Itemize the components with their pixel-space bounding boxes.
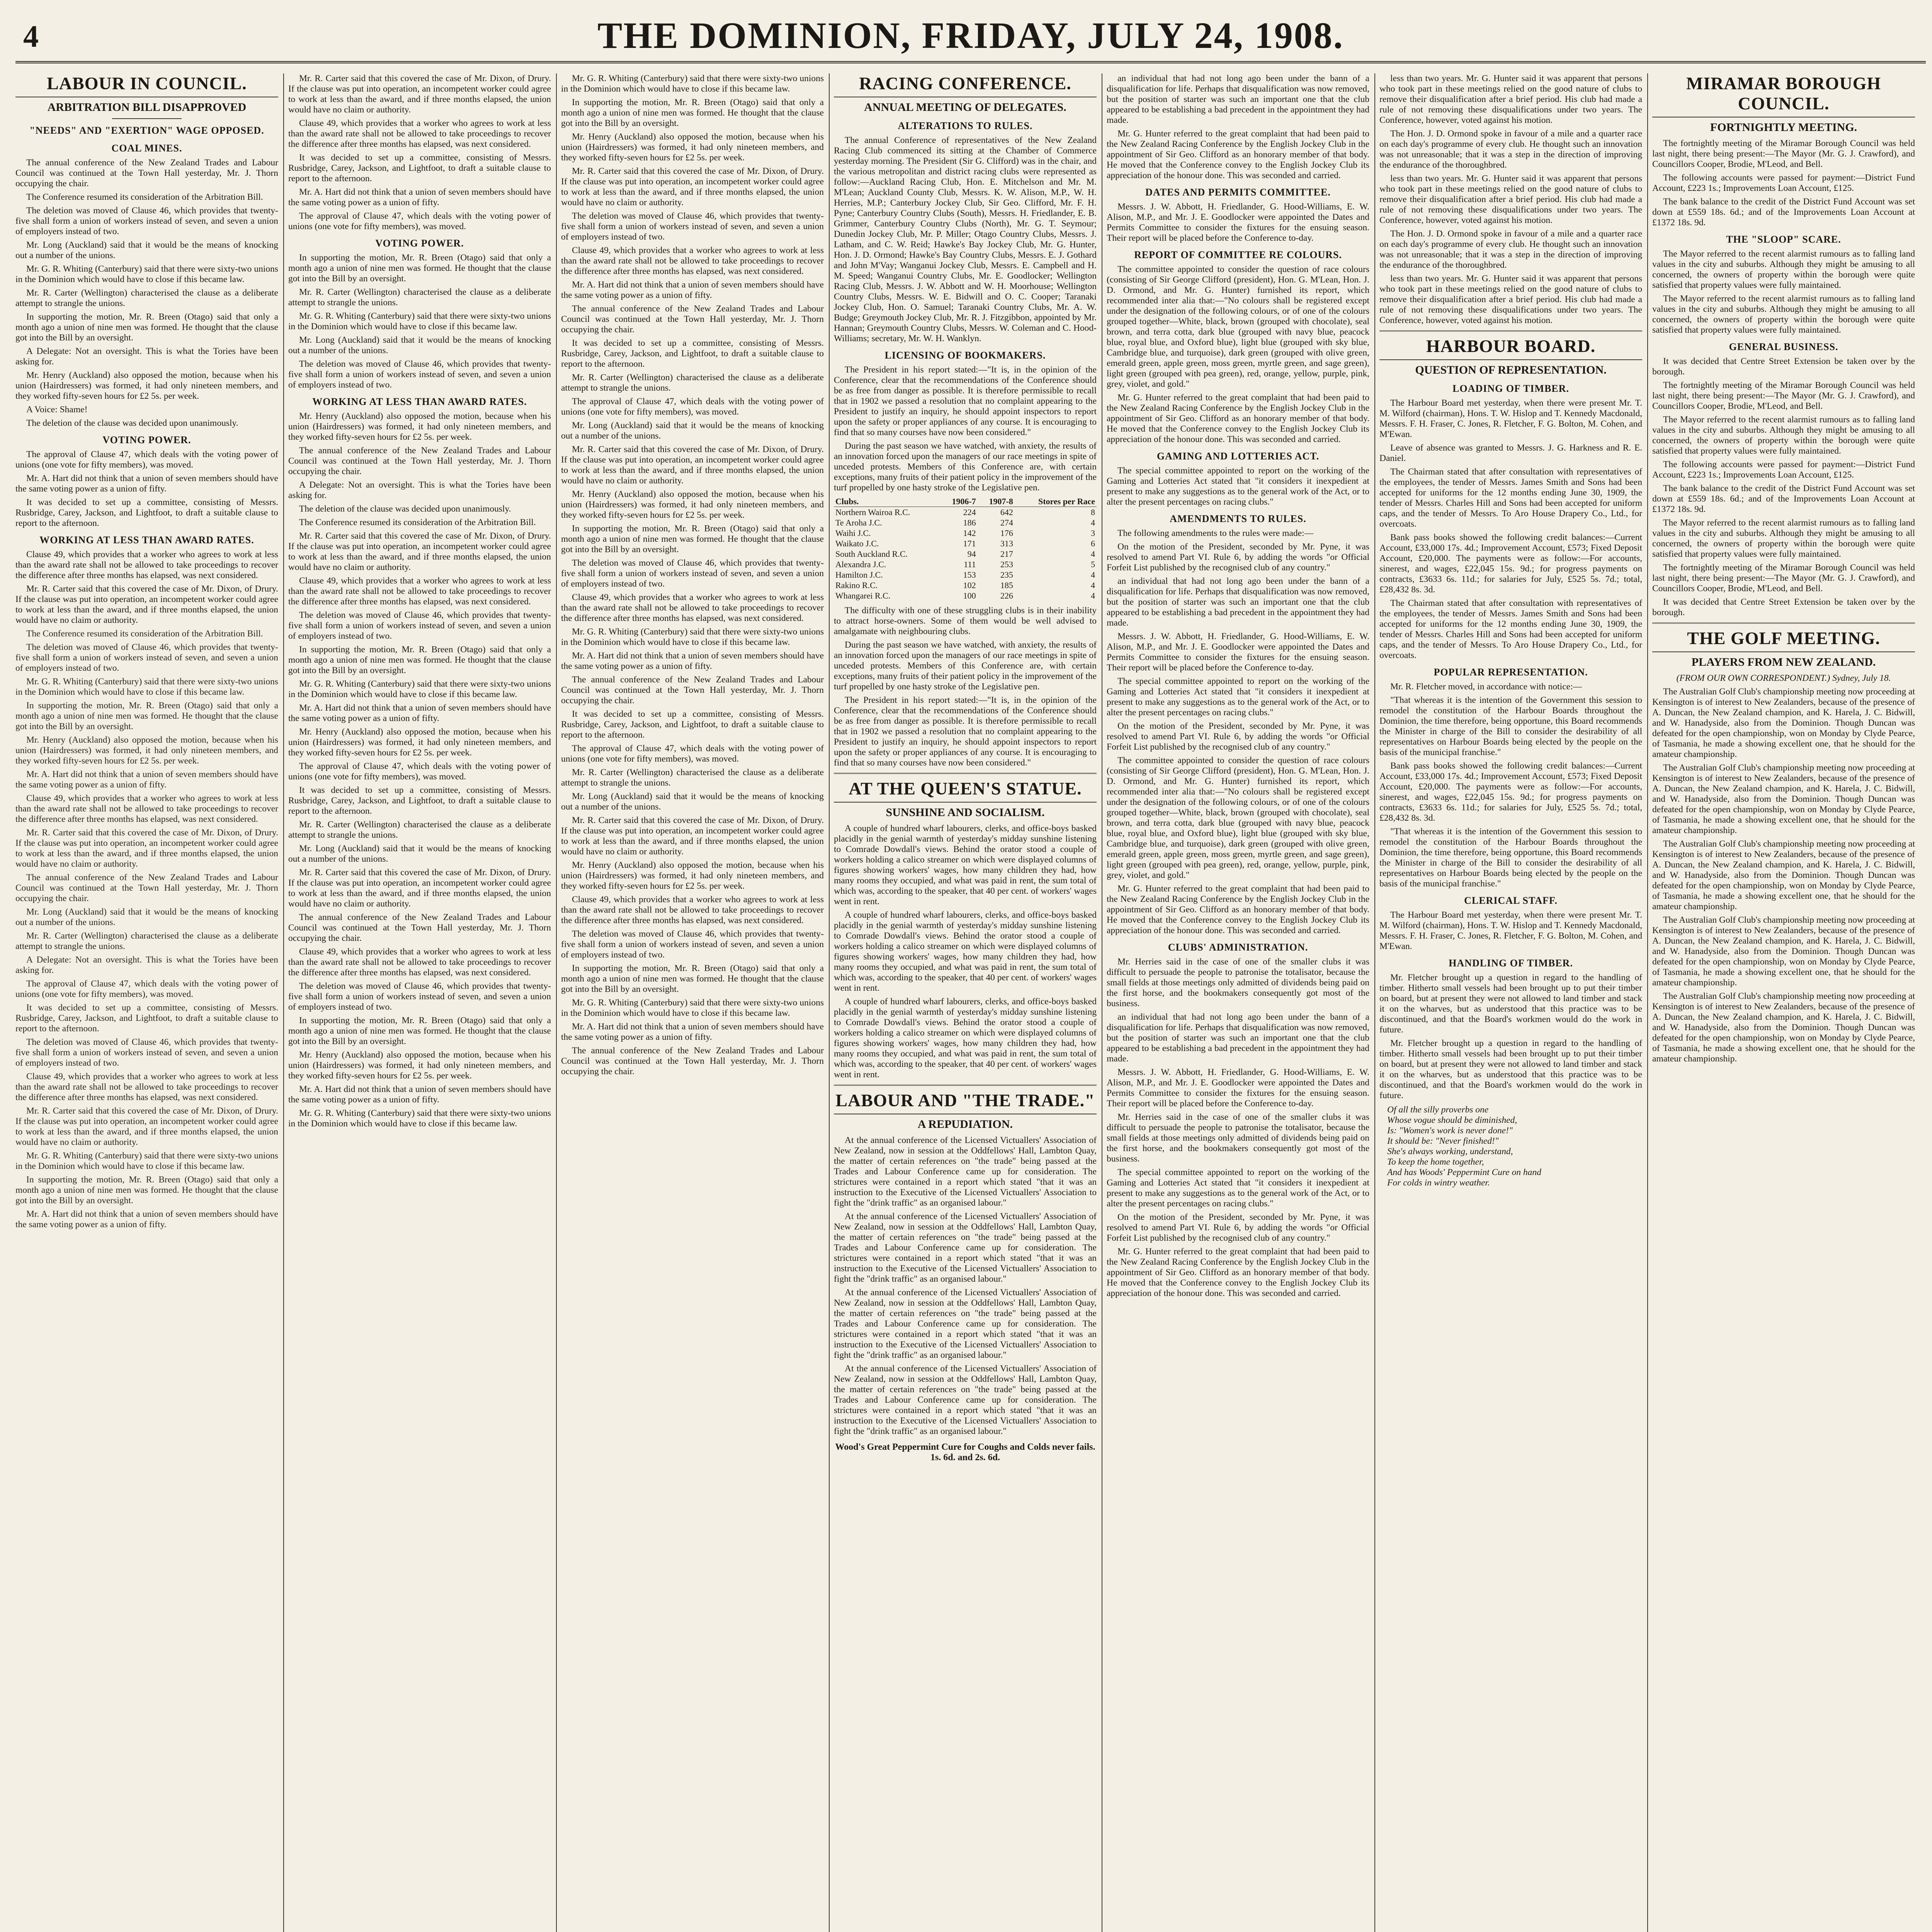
paragraph: The deletion was moved of Clause 46, which provides that twenty-five shall form a union of workers instead of seven, and seven a union of employers instead of two. (15, 206, 278, 236)
paragraph: It was decided to set up a committee, consisting of Messrs. Rusbridge, Carey, Jackson, and Lightfoot, to draft a suitable clause to report to the afternoon. (288, 153, 551, 184)
paragraph: On the motion of the President, seconded by Mr. Pyne, it was resolved to amend Part VI. Rule 6, by adding the words "or Official Forfeit List published by the recognised club of any country." (1107, 1212, 1369, 1243)
masthead-rule (15, 61, 1926, 63)
paragraph: It was decided to set up a committee, consisting of Messrs. Rusbridge, Carey, Jackson, and Lightfoot, to draft a suitable clause to report to the afternoon. (288, 785, 551, 816)
paragraph: The Australian Golf Club's championship meeting now proceeding at Kensington is of interest to New Zealanders, because of the presence of A. Duncan, the New Zealand champion, and K. Harela, J. C. Bidwill, and W. Hanadyside, also from the Dominion. Though Duncan was defeated for the open championship, won on Monday by Clyde Pearce, of Tasmania, he made a showing excellent one, that he should for the amateur championship. (1652, 687, 1915, 759)
paragraph: On the motion of the President, seconded by Mr. Pyne, it was resolved to amend Part VI. Rule 6, by adding the words "or Official Forfeit List published by the recognised club of any country." (1107, 542, 1369, 573)
table-row (834, 570, 1097, 580)
paragraph: Mr. G. R. Whiting (Canterbury) said that there were sixty-two unions in the Dominion which would have to close if this became law. (288, 679, 551, 699)
table-cell: 102 (963, 580, 976, 590)
table-cell: Alexandra J.C. (835, 560, 886, 569)
paragraph: Mr. A. Hart did not think that a union of seven members should have the same voting power as a union of fifty. (561, 1022, 824, 1042)
paragraph: The approval of Clause 47, which deals with the voting power of unions (one vote for fifty members), was moved. (15, 449, 278, 470)
advertisement: Wood's Great Peppermint Cure for Coughs and Colds never fails. 1s. 6d. and 2s. 6d. (835, 1442, 1095, 1463)
article-subheadline: SUNSHINE AND SOCIALISM. (886, 806, 1045, 819)
paragraph: In supporting the motion, Mr. R. Breen (Otago) said that only a month ago a union of nine men was formed. He thought that the clause got into the Bill by an oversight. (15, 1175, 278, 1206)
paragraph: The deletion was moved of Clause 46, which provides that twenty-five shall form a union of workers instead of seven, and seven a union of employers instead of two. (15, 1037, 278, 1068)
section-heading: LOADING OF TIMBER. (1452, 383, 1569, 394)
table-cell: 274 (1000, 518, 1013, 527)
paragraph: Mr. R. Carter (Wellington) characterised the clause as a deliberate attempt to strangle the unions. (561, 372, 824, 393)
paragraph: The deletion was moved of Clause 46, which provides that twenty-five shall form a union of workers instead of seven, and seven a union of employers instead of two. (288, 981, 551, 1012)
column-4 (834, 73, 1097, 1932)
table-header: Stores per Race (1015, 496, 1097, 507)
paragraph: The President in his report stated:—"It is, in the opinion of the Conference, clear that the recommendations of the Conference should be as free from danger as possible. It is therefore permissible to recall that in 1902 we passed a resolution that no complaint appearing to the President to justify an inquiry, he should appoint inspectors to report upon the safety or proper appliances of any course. It is encouraging to find that so many courses have now been considered." (834, 695, 1097, 768)
article-headline: LABOUR IN COUNCIL. (15, 73, 278, 97)
paragraph: The special committee appointed to report on the working of the Gaming and Lotteries Act stated that "it considers it inexpedient at present to make any suggestions as to the general work of the Act, or to alter the present percentages on racing clubs." (1107, 466, 1369, 507)
section-heading: WORKING AT LESS THAN AWARD RATES. (39, 534, 254, 546)
paragraph: Mr. R. Carter said that this covered the case of Mr. Dixon, of Drury. If the clause was put into operation, an incompetent worker could agree to work at less than the award, and if three months elapsed, the union would have no claim or authority. (561, 166, 824, 207)
paragraph: The Australian Golf Club's championship meeting now proceeding at Kensington is of interest to New Zealanders, because of the presence of A. Duncan, the New Zealand champion, and K. Harela, J. C. Bidwill, and W. Hanadyside, also from the Dominion. Though Duncan was defeated for the open championship, won on Monday by Clyde Pearce, of Tasmania, he made a showing excellent one, that he should for the amateur championship. (1652, 839, 1915, 912)
paragraph: Clause 49, which provides that a worker who agrees to work at less than the award rate shall not be allowed to take proceedings to recover the difference after three months has elapsed, was next considered. (561, 245, 824, 276)
paragraph: Mr. Long (Auckland) said that it would be the means of knocking out a number of the unions. (15, 240, 278, 260)
paragraph: Mr. Long (Auckland) said that it would be the means of knocking out a number of the unions. (288, 335, 551, 355)
paragraph: The Mayor referred to the recent alarmist rumours as to falling land values in the city and suburbs. Although they might be amusing to all concerned, the owners of property within the borough were quite satisfied that property values were fully maintained. (1652, 249, 1915, 290)
table-cell: 4 (1091, 518, 1095, 527)
paragraph: an individual that had not long ago been under the bann of a disqualification for life. Perhaps that disqualification was now removed, but the position of starter was such an important one that the club appeared to be establishing a bad precedent in the appointment they had made. (1107, 576, 1369, 628)
paragraph: At the annual conference of the Licensed Victuallers' Association of New Zealand, now in session at the Oddfellows' Hall, Lambton Quay, the matter of certain references on "the trade" being passed at the Trades and Labour Conference came up for consideration. The strictures were contained in a report which stated "that it was an instruction to the Executive of the Licensed Victuallers' Association to fight the "drink traffic" as an organised labour." (834, 1135, 1097, 1208)
paragraph: The deletion was moved of Clause 46, which provides that twenty-five shall form a union of workers instead of seven, and seven a union of employers instead of two. (561, 211, 824, 242)
table-row (834, 517, 1097, 528)
column-5 (1107, 73, 1369, 1932)
article-subheadline: QUESTION OF REPRESENTATION. (1415, 364, 1607, 376)
paragraph: The following amendments to the rules were made:— (1117, 528, 1314, 538)
paragraph: The Chairman stated that after consultation with representatives of the employees, the tender of Messrs. James Smith and Sons had been accepted for uniforms for the 12 months ending June 30, 1909, the tender of Messrs. Charles Hill and Sons had been accepted for uniform caps, and the tender of Messrs. To Aro House Drapery Co., Ltd., for overcoats. (1379, 467, 1642, 529)
table-cell: 253 (1000, 560, 1013, 569)
table-cell: 176 (1000, 528, 1013, 538)
paragraph: The annual conference of the New Zealand Trades and Labour Council was continued at the Town Hall yesterday, Mr. J. Thorn occupying the chair. (561, 1046, 824, 1077)
paragraph: Mr. Long (Auckland) said that it would be the means of knocking out a number of the unions. (561, 420, 824, 441)
paragraph: The special committee appointed to report on the working of the Gaming and Lotteries Act stated that "it considers it inexpedient at present to make any suggestions as to the general work of the Act, or to alter the present percentages on racing clubs." (1107, 1167, 1369, 1209)
section-heading: COAL MINES. (111, 143, 182, 154)
paragraph: Mr. A. Hart did not think that a union of seven members should have the same voting power as a union of fifty. (15, 1209, 278, 1230)
table-cell: 224 (963, 507, 976, 517)
section-heading: POPULAR REPRESENTATION. (1434, 667, 1588, 678)
paragraph: It was decided to set up a committee, consisting of Messrs. Rusbridge, Carey, Jackson, and Lightfoot, to draft a suitable clause to report to the afternoon. (15, 1003, 278, 1034)
paragraph: The deletion of the clause was decided upon unanimously. (26, 418, 238, 428)
paragraph: The Mayor referred to the recent alarmist rumours as to falling land values in the city and suburbs. Although they might be amusing to all concerned, the owners of property within the borough were quite satisfied that property values were fully maintained. (1652, 415, 1915, 456)
table-cell: Rakino R.C. (835, 580, 878, 590)
paragraph: The approval of Clause 47, which deals with the voting power of unions (one vote for fifty members), was moved. (15, 979, 278, 999)
paragraph: In supporting the motion, Mr. R. Breen (Otago) said that only a month ago a union of nine men was formed. He thought that the clause got into the Bill by an oversight. (288, 253, 551, 284)
paragraph: In supporting the motion, Mr. R. Breen (Otago) said that only a month ago a union of nine men was formed. He thought that the clause got into the Bill by an oversight. (561, 963, 824, 994)
paragraph: The deletion of the clause was decided upon unanimously. (299, 504, 511, 514)
paragraph: A couple of hundred wharf labourers, clerks, and office-boys basked placidly in the genial warmth of yesterday's midday sunshine listening to Comrade Dowdall's views. Behind the orator stood a couple of workers holding a calico streamer on which were displayed columns of figures showing workers' wages, how many children they had, how many rooms they occupied, and what was paid in rent, the sum total of which was, according to the speaker, that 40 per cent. of workers' wages went in rent. (834, 823, 1097, 906)
paragraph: It was decided to set up a committee, consisting of Messrs. Rusbridge, Carey, Jackson, and Lightfoot, to draft a suitable clause to report to the afternoon. (561, 338, 824, 369)
section-heading: DATES AND PERMITS COMMITTEE. (1145, 187, 1331, 198)
paragraph: Mr. R. Carter (Wellington) characterised the clause as a deliberate attempt to strangle the unions. (15, 288, 278, 308)
table-row (834, 559, 1097, 570)
paragraph: The approval of Clause 47, which deals with the voting power of unions (one vote for fifty members), was moved. (561, 396, 824, 417)
column-rule (1374, 73, 1375, 1932)
paragraph: an individual that had not long ago been under the bann of a disqualification for life. Perhaps that disqualification was now removed, but the position of starter was such an important one that the club appeared to be establishing a bad precedent in the appointment they had made. (1107, 1012, 1369, 1064)
paragraph: The deletion was moved of Clause 46, which provides that twenty-five shall form a union of workers instead of seven, and seven a union of employers instead of two. (288, 359, 551, 390)
poem-line: For colds in wintry weather. (1387, 1178, 1490, 1188)
paragraph: The Australian Golf Club's championship meeting now proceeding at Kensington is of interest to New Zealanders, because of the presence of A. Duncan, the New Zealand champion, and K. Harela, J. C. Bidwill, and W. Hanadyside, also from the Dominion. Though Duncan was defeated for the open championship, won on Monday by Clyde Pearce, of Tasmania, he made a showing excellent one, that he should for the amateur championship. (1652, 763, 1915, 835)
paragraph: Mr. Long (Auckland) said that it would be the means of knocking out a number of the unions. (15, 907, 278, 927)
paragraph: The deletion was moved of Clause 46, which provides that twenty-five shall form a union of workers instead of seven, and seven a union of employers instead of two. (561, 929, 824, 960)
paragraph: Mr. Fletcher brought up a question in regard to the handling of timber. Hitherto small vessels had been brought up to put their timber on board, but at present they were not allowed to land timber and stack it on the wharves, but as understood that this practice was to be discontinued, and that the Board's workmen would do the work in future. (1379, 973, 1642, 1035)
section-heading: "NEEDS" AND "EXERTION" WAGE OPPOSED. (29, 125, 264, 136)
page-number: 4 (23, 20, 39, 54)
paragraph: Mr. G. R. Whiting (Canterbury) said that there were sixty-two unions in the Dominion which would have to close if this became law. (561, 998, 824, 1018)
paragraph: Messrs. J. W. Abbott, H. Friedlander, G. Hood-Williams, E. W. Alison, M.P., and Mr. J. E. Goodlocker were appointed the Dates and Permits Committee to consider the fixtures for the ensuing season. Their report will be placed before the Conference to-day. (1107, 1067, 1369, 1109)
paragraph: At the annual conference of the Licensed Victuallers' Association of New Zealand, now in session at the Oddfellows' Hall, Lambton Quay, the matter of certain references on "the trade" being passed at the Trades and Labour Conference came up for consideration. The strictures were contained in a report which stated "that it was an instruction to the Executive of the Licensed Victuallers' Association to fight the "drink traffic" as an organised labour." (834, 1287, 1097, 1360)
paragraph: Mr. Henry (Auckland) also opposed the motion, because when his union (Hairdressers) was formed, it had only nineteen members, and they worked fifty-seven hours for £2 5s. per week. (561, 860, 824, 891)
paragraph: "That whereas it is the intention of the Government this session to remodel the constitution of the Harbour Boards throughout the Dominion, the time therefore, being opportune, this Board recommends the Minister in charge of the Bill to consider the desirability of all representatives on Harbour Boards being elected by the people on the basis of the municipal franchise." (1379, 695, 1642, 757)
divider (834, 773, 1097, 774)
paragraph: The annual conference of the New Zealand Trades and Labour Council was continued at the Town Hall yesterday, Mr. J. Thorn occupying the chair. (561, 675, 824, 706)
table-cell: 642 (1000, 507, 1013, 517)
paragraph: The fortnightly meeting of the Miramar Borough Council was held last night, there being present:—The Mayor (Mr. G. J. Crawford), and Councillors Cooper, Brodie, M'Leod, and Bell. (1652, 563, 1915, 594)
section-heading: REPORT OF COMMITTEE RE COLOURS. (1134, 249, 1342, 260)
article-subheadline: PLAYERS FROM NEW ZEALAND. (1691, 656, 1876, 668)
paragraph: The committee appointed to consider the question of race colours (consisting of Sir George Clifford (president), Hon. G. M'Lean, Hon. J. D. Ormond, and Mr. G. Hunter) furnished its report, which recommended inter alia that:—"No colours shall be registered except under the designation of the following colours, or of one of the colours grouped together—White, black, brown (grouped with chocolate), seal brown, and terra cotta, dark blue (grouped with navy blue, peacock blue, royal blue, and Oxford blue), light blue (grouped with sky blue, Cambridge blue, and turquoise), dark green (grouped with olive green, emerald green, apple green, moss green, myrtle green, and sage green), light green (grouped with pea green), red, orange, yellow, purple, pink, grey, violet, and gold." (1107, 264, 1369, 389)
article-headline: HARBOUR BOARD. (1379, 336, 1642, 360)
table-cell: 313 (1000, 539, 1013, 548)
poem-line: It should be: "Never finished!" (1387, 1136, 1499, 1146)
table-cell: Hamilton J.C. (835, 570, 883, 580)
paragraph: Mr. G. R. Whiting (Canterbury) said that there were sixty-two unions in the Dominion which would have to close if this became law. (288, 1108, 551, 1129)
paragraph: less than two years. Mr. G. Hunter said it was apparent that persons who took part in these meetings relied on the good nature of clubs to remove their disqualification after a brief period. His club had made a rule of not removing these disqualifications under two years. The Conference, however, voted against his motion. (1379, 73, 1642, 125)
paragraph: Mr. G. R. Whiting (Canterbury) said that there were sixty-two unions in the Dominion which would have to close if this became law. (15, 677, 278, 697)
paragraph: The Conference resumed its consideration of the Arbitration Bill. (26, 629, 263, 639)
table-row (834, 549, 1097, 559)
paragraph: A couple of hundred wharf labourers, clerks, and office-boys basked placidly in the genial warmth of yesterday's midday sunshine listening to Comrade Dowdall's views. Behind the orator stood a couple of workers holding a calico streamer on which were displayed columns of figures showing workers' wages, how many children they had, how many rooms they occupied, and what was paid in rent, the sum total of which was, according to the speaker, that 40 per cent. of workers' wages went in rent. (834, 997, 1097, 1080)
paragraph: Mr. A. Hart did not think that a union of seven members should have the same voting power as a union of fifty. (561, 280, 824, 300)
column-rule (283, 73, 284, 1932)
paragraph: The Harbour Board met yesterday, when there were present Mr. T. M. Wilford (chairman), Hons. T. W. Hislop and T. Kennedy Macdonald, Messrs. F. H. Fraser, C. Jones, R. Fletcher, F. G. Bolton, M. Cohen, and M'Ewan. (1379, 398, 1642, 439)
paragraph: Mr. R. Carter said that this covered the case of Mr. Dixon, of Drury. If the clause was put into operation, an incompetent worker could agree to work at less than the award, and if three months elapsed, the union would have no claim or authority. (15, 828, 278, 869)
column-6 (1379, 73, 1642, 1932)
clubs-table (834, 496, 1097, 601)
paragraph: Mr. Henry (Auckland) also opposed the motion, because when his union (Hairdressers) was formed, it had only nineteen members, and they worked fifty-seven hours for £2 5s. per week. (15, 735, 278, 766)
paragraph: Mr. R. Carter said that this covered the case of Mr. Dixon, of Drury. If the clause was put into operation, an incompetent worker could agree to work at less than the award, and if three months elapsed, the union would have no claim or authority. (561, 444, 824, 486)
paragraph: Mr. Herries said in the case of one of the smaller clubs it was difficult to persuade the people to patronise the totalisator, because the small fields at those meetings only admitted of dividends being paid on the first horse, and the bookmakers consequently got most of the business. (1107, 957, 1369, 1009)
paragraph: The approval of Clause 47, which deals with the voting power of unions (one vote for fifty members), was moved. (288, 211, 551, 231)
paragraph: In supporting the motion, Mr. R. Breen (Otago) said that only a month ago a union of nine men was formed. He thought that the clause got into the Bill by an oversight. (561, 97, 824, 128)
table-header-row (834, 496, 1097, 507)
table-cell: Whangarei R.C. (835, 591, 891, 600)
table-cell: Northern Wairoa R.C. (835, 507, 910, 517)
paragraph: Mr. G. R. Whiting (Canterbury) said that there were sixty-two unions in the Dominion which would have to close if this became law. (561, 73, 824, 94)
paragraph: The annual Conference of representatives of the New Zealand Racing Club commenced its sitting at the Chamber of Commerce yesterday morning. The President (Sir G. Clifford) was in the chair, and the various metropolitan and district racing clubs were represented as follow:—Auckland Racing Club, Hon. E. Mitchelson and Mr. M. M'Lean; Auckland County Club, Messrs. K. W. Alison, M.P., W. H. Herries, M.P.; Canterbury Jockey Club, Sir Geo. Clifford, Mr. F. H. Pyne; Canterbury Country Clubs (South), Messrs. H. Friedlander, E. B. Grimmer, Canterbury Country Clubs (North), Mr. G. T. Seymour; Dunedin Jockey Club, Mr. P. Miller; Otago Country Clubs, Messrs. J. Latham, and C. W. Reid; Hawke's Bay Jockey Club, Mr. G. Hunter, Hon. J. D. Ormond; Hawke's Bay Country Clubs, Messrs. E. J. Gothard and John M'Vay; Wanganui Jockey Club, Messrs. E. Campbell and H. M. Speed; Wanganui Country Clubs, Mr. E. Goodlocker; Wellington Racing Club, Messrs. J. W. Abbott and W. H. Moorhouse; Wellington Country Clubs, Messrs. W. E. Bidwill and O. C. Cooper; Taranaki Jockey Club, Hon. O. Samuel; Taranaki Country Clubs, Mr. A. W. Budge; Greymouth Jockey Club, Mr. R. J. Fitzgibbon, appointed by Mr. Hannan; Greymouth Country Clubs, Messrs. W. Coleman and C. Hood-Williams; secretary, Mr. W. H. Wanklyn. (834, 135, 1097, 344)
paragraph: A Delegate: Not an oversight. This is what the Tories have been asking for. (15, 346, 278, 367)
newspaper-title: THE DOMINION, FRIDAY, JULY 24, 1908. (597, 15, 1344, 56)
paragraph: Leave of absence was granted to Messrs. J. G. Harkness and R. E. Daniel. (1379, 443, 1642, 463)
column-rule (1647, 73, 1648, 1932)
paragraph: Mr. R. Carter (Wellington) characterised the clause as a deliberate attempt to strangle the unions. (561, 767, 824, 788)
table-cell: 185 (1000, 580, 1013, 590)
table-row (834, 590, 1097, 601)
paragraph: less than two years. Mr. G. Hunter said it was apparent that persons who took part in these meetings relied on the good nature of clubs to remove their disqualification after a brief period. His club had made a rule of not removing these disqualifications under two years. The Conference, however, voted against his motion. (1379, 274, 1642, 325)
column-7 (1652, 73, 1915, 1932)
paragraph: The deletion was moved of Clause 46, which provides that twenty-five shall form a union of workers instead of seven, and seven a union of employers instead of two. (15, 642, 278, 673)
paragraph: The annual conference of the New Zealand Trades and Labour Council was continued at the Town Hall yesterday, Mr. J. Thorn occupying the chair. (288, 912, 551, 943)
paragraph: In supporting the motion, Mr. R. Breen (Otago) said that only a month ago a union of nine men was formed. He thought that the clause got into the Bill by an oversight. (288, 1015, 551, 1046)
paragraph: Mr. A. Hart did not think that a union of seven members should have the same voting power as a union of fifty. (15, 769, 278, 790)
table-cell: 8 (1091, 507, 1095, 517)
paragraph: The President in his report stated:—"It is, in the opinion of the Conference, clear that the recommendations of the Conference should be as free from danger as possible. It is therefore permissible to recall that in 1902 we passed a resolution that no complaint appearing to the President to justify an inquiry, he should appoint inspectors to report upon the safety or proper appliances of any course. It is encouraging to find that so many courses have now been considered." (834, 365, 1097, 437)
paragraph: Clause 49, which provides that a worker who agrees to work at less than the award rate shall not be allowed to take proceedings to recover the difference after three months has elapsed, was next considered. (288, 947, 551, 978)
section-heading: WORKING AT LESS THAN AWARD RATES. (312, 396, 527, 407)
paragraph: The Conference resumed its consideration of the Arbitration Bill. (26, 192, 263, 202)
poem-line: Whose vogue should be diminished, (1387, 1115, 1517, 1125)
paragraph: Mr. Fletcher brought up a question in regard to the handling of timber. Hitherto small vessels had been brought up to put their timber on board, but at present they were not allowed to land timber and stack it on the wharves, but as understood that this practice was to be discontinued, and that the Board's workmen would do the work in future. (1379, 1038, 1642, 1100)
column-rule (829, 73, 830, 1932)
paragraph: Mr. A. Hart did not think that a union of seven members should have the same voting power as a union of fifty. (288, 187, 551, 207)
paragraph: Mr. G. Hunter referred to the great complaint that had been paid to the New Zealand Racing Conference by the English Jockey Club in the appointment of Sir Geo. Clifford as an honorary member of that body. He moved that the Conference convey to the English Jockey Club its appreciation of the honour done. This was seconded and carried. (1107, 884, 1369, 935)
paragraph: The Conference resumed its consideration of the Arbitration Bill. (299, 517, 536, 527)
paragraph: Mr. A. Hart did not think that a union of seven members should have the same voting power as a union of fifty. (561, 651, 824, 671)
table-row (834, 538, 1097, 549)
paragraph: The Mayor referred to the recent alarmist rumours as to falling land values in the city and suburbs. Although they might be amusing to all concerned, the owners of property within the borough were quite satisfied that property values were fully maintained. (1652, 518, 1915, 559)
article-subheadline: ANNUAL MEETING OF DELEGATES. (864, 101, 1066, 114)
section-heading: LICENSING OF BOOKMAKERS. (884, 350, 1046, 361)
paragraph: Mr. R. Carter (Wellington) characterised the clause as a deliberate attempt to strangle the unions. (288, 287, 551, 308)
paragraph: The Australian Golf Club's championship meeting now proceeding at Kensington is of interest to New Zealanders, because of the presence of A. Duncan, the New Zealand champion, and K. Harela, J. C. Bidwill, and W. Hanadyside, also from the Dominion. Though Duncan was defeated for the open championship, won on Monday by Clyde Pearce, of Tasmania, he made a showing excellent one, that he should for the amateur championship. (1652, 991, 1915, 1064)
article-headline: MIRAMAR BOROUGH COUNCIL. (1652, 73, 1915, 117)
paragraph: Mr. Henry (Auckland) also opposed the motion, because when his union (Hairdressers) was formed, it had only nineteen members, and they worked fifty-seven hours for £2 5s. per week. (561, 489, 824, 520)
paragraph: Mr. Henry (Auckland) also opposed the motion, because when his union (Hairdressers) was formed, it had only nineteen members, and they worked fifty-seven hours for £2 5s. per week. (288, 727, 551, 758)
poem-line: Is: "Women's work is never done!" (1387, 1126, 1513, 1136)
paragraph: The Chairman stated that after consultation with representatives of the employees, the tender of Messrs. James Smith and Sons had been accepted for uniforms for the 12 months ending June 30, 1909, the tender of Messrs. Charles Hill and Sons had been accepted for uniform caps, and the tender of Messrs. To Aro House Drapery Co., Ltd., for overcoats. (1379, 598, 1642, 660)
paragraph: Mr. Henry (Auckland) also opposed the motion, because when his union (Hairdressers) was formed, it had only nineteen members, and they worked fifty-seven hours for £2 5s. per week. (15, 370, 278, 401)
paragraph: A Voice: Shame! (26, 405, 88, 415)
paragraph: Mr. Henry (Auckland) also opposed the motion, because when his union (Hairdressers) was formed, it had only nineteen members, and they worked fifty-seven hours for £2 5s. per week. (288, 1050, 551, 1081)
dateline: (FROM OUR OWN CORRESPONDENT.) Sydney, July 18. (1676, 673, 1891, 683)
section-heading: AMENDMENTS TO RULES. (1170, 513, 1306, 524)
paragraph: Mr. Long (Auckland) said that it would be the means of knocking out a number of the unions. (288, 844, 551, 864)
column-3 (561, 73, 824, 1932)
paragraph: Mr. G. Hunter referred to the great complaint that had been paid to the New Zealand Racing Conference by the English Jockey Club in the appointment of Sir Geo. Clifford as an honorary member of that body. He moved that the Conference convey to the English Jockey Club its appreciation of the honour done. This was seconded and carried. (1107, 1247, 1369, 1298)
table-cell: 4 (1091, 580, 1095, 590)
paragraph: Mr. R. Fletcher moved, in accordance with notice:— (1390, 682, 1582, 692)
table-cell: 153 (963, 570, 976, 580)
column-2 (288, 73, 551, 1932)
paragraph: Clause 49, which provides that a worker who agrees to work at less than the award rate shall not be allowed to take proceedings to recover the difference after three months has elapsed, was next considered. (561, 592, 824, 623)
column-1 (15, 73, 278, 1932)
paragraph: A Delegate: Not an oversight. This is what the Tories have been asking for. (288, 480, 551, 500)
paragraph: Messrs. J. W. Abbott, H. Friedlander, G. Hood-Williams, E. W. Alison, M.P., and Mr. J. E. Goodlocker were appointed the Dates and Permits Committee to consider the fixtures for the ensuing season. Their report will be placed before the Conference to-day. (1107, 202, 1369, 243)
table-cell: 4 (1091, 549, 1095, 559)
paragraph: Clause 49, which provides that a worker who agrees to work at less than the award rate shall not be allowed to take proceedings to recover the difference after three months has elapsed, was next considered. (15, 793, 278, 824)
table-cell: Waikato J.C. (835, 539, 879, 548)
paragraph: The bank balance to the credit of the District Fund Account was set down at £559 18s. 6d.; and of the Improvements Loan Account at £1372 18s. 9d. (1652, 483, 1915, 514)
table-cell: 111 (964, 560, 976, 569)
paragraph: The following accounts were passed for payment:—District Fund Account, £223 1s.; Improvements Loan Account, £125. (1652, 173, 1915, 193)
paragraph: Clause 49, which provides that a worker who agrees to work at less than the award rate shall not be allowed to take proceedings to recover the difference after three months has elapsed, was next considered. (288, 576, 551, 607)
paragraph: Clause 49, which provides that a worker who agrees to work at less than the award rate shall not be allowed to take proceedings to recover the difference after three months has elapsed, was next considered. (15, 1071, 278, 1102)
paragraph: The approval of Clause 47, which deals with the voting power of unions (one vote for fifty members), was moved. (288, 761, 551, 782)
section-heading: VOTING POWER. (375, 238, 464, 249)
paragraph: It was decided to set up a committee, consisting of Messrs. Rusbridge, Carey, Jackson, and Lightfoot, to draft a suitable clause to report to the afternoon. (15, 497, 278, 528)
table-row (834, 507, 1097, 518)
table-cell: South Auckland R.C. (835, 549, 908, 559)
advertisement-poem (1387, 1105, 1634, 1188)
table-cell: 186 (963, 518, 976, 527)
table-cell: 4 (1091, 591, 1095, 600)
newspaper-page (15, 12, 1926, 1932)
paragraph: The Australian Golf Club's championship meeting now proceeding at Kensington is of interest to New Zealanders, because of the presence of A. Duncan, the New Zealand champion, and K. Harela, J. C. Bidwill, and W. Hanadyside, also from the Dominion. Though Duncan was defeated for the open championship, won on Monday by Clyde Pearce, of Tasmania, he made a showing excellent one, that he should for the amateur championship. (1652, 915, 1915, 988)
paragraph: At the annual conference of the Licensed Victuallers' Association of New Zealand, now in session at the Oddfellows' Hall, Lambton Quay, the matter of certain references on "the trade" being passed at the Trades and Labour Conference came up for consideration. The strictures were contained in a report which stated "that it was an instruction to the Executive of the Licensed Victuallers' Association to fight the "drink traffic" as an organised labour." (834, 1364, 1097, 1436)
paragraph: Mr. G. R. Whiting (Canterbury) said that there were sixty-two unions in the Dominion which would have to close if this became law. (288, 311, 551, 332)
paragraph: Mr. Long (Auckland) said that it would be the means of knocking out a number of the unions. (561, 791, 824, 812)
paragraph: Mr. R. Carter said that this covered the case of Mr. Dixon, of Drury. If the clause was put into operation, an incompetent worker could agree to work at less than the award, and if three months elapsed, the union would have no claim or authority. (288, 531, 551, 572)
paragraph: The special committee appointed to report on the working of the Gaming and Lotteries Act stated that "it considers it inexpedient at present to make any suggestions as to the general work of the Act, or to alter the present percentages on racing clubs." (1107, 676, 1369, 718)
paragraph: The annual conference of the New Zealand Trades and Labour Council was continued at the Town Hall yesterday, Mr. J. Thorn occupying the chair. (15, 158, 278, 189)
paragraph: Mr. G. R. Whiting (Canterbury) said that there were sixty-two unions in the Dominion which would have to close if this became law. (561, 627, 824, 647)
paragraph: Mr. R. Carter (Wellington) characterised the clause as a deliberate attempt to strangle the unions. (288, 820, 551, 840)
poem-line: Of all the silly proverbs one (1387, 1105, 1489, 1115)
section-heading: CLERICAL STAFF. (1464, 895, 1558, 906)
paragraph: It was decided to set up a committee, consisting of Messrs. Rusbridge, Carey, Jackson, and Lightfoot, to draft a suitable clause to report to the afternoon. (561, 709, 824, 740)
paragraph: Mr. R. Carter said that this covered the case of Mr. Dixon, of Drury. If the clause was put into operation, an incompetent worker could agree to work at less than the award, and if three months elapsed, the union would have no claim or authority. (15, 1106, 278, 1147)
table-cell: 6 (1091, 539, 1095, 548)
paragraph: Mr. R. Carter said that this covered the case of Mr. Dixon, of Drury. If the clause was put into operation, an incompetent worker could agree to work at less than the award, and if three months elapsed, the union would have no claim or authority. (15, 584, 278, 625)
paragraph: Mr. G. R. Whiting (Canterbury) said that there were sixty-two unions in the Dominion which would have to close if this became law. (15, 264, 278, 284)
paragraph: The following accounts were passed for payment:—District Fund Account, £223 1s.; Improvements Loan Account, £125. (1652, 459, 1915, 480)
table-cell: Te Aroha J.C. (835, 518, 882, 527)
paragraph: In supporting the motion, Mr. R. Breen (Otago) said that only a month ago a union of nine men was formed. He thought that the clause got into the Bill by an oversight. (288, 645, 551, 675)
paragraph: Mr. R. Carter said that this covered the case of Mr. Dixon, of Drury. If the clause was put into operation, an incompetent worker could agree to work at less than the award, and if three months elapsed, the union would have no claim or authority. (288, 867, 551, 909)
divider (1379, 330, 1642, 332)
divider (1652, 622, 1915, 624)
paragraph: Clause 49, which provides that a worker who agrees to work at less than the award rate shall not be allowed to take proceedings to recover the difference after three months has elapsed, was next considered. (15, 549, 278, 580)
paragraph: Clause 49, which provides that a worker who agrees to work at less than the award rate shall not be allowed to take proceedings to recover the difference after three months has elapsed, was next considered. (288, 118, 551, 149)
paragraph: In supporting the motion, Mr. R. Breen (Otago) said that only a month ago a union of nine men was formed. He thought that the clause got into the Bill by an oversight. (561, 524, 824, 554)
paragraph: The Hon. J. D. Ormond spoke in favour of a mile and a quarter race on each day's programme of every club. He thought such an innovation was not unreasonable; that it was a step in the direction of improving the endurance of the thoroughbred. (1379, 229, 1642, 270)
section-heading: GAMING AND LOTTERIES ACT. (1156, 451, 1320, 462)
table-cell: Waihi J.C. (835, 528, 871, 538)
article-subheadline: A REPUDIATION. (917, 1118, 1013, 1131)
section-heading: HANDLING OF TIMBER. (1449, 957, 1573, 969)
paragraph: Mr. Henry (Auckland) also opposed the motion, because when his union (Hairdressers) was formed, it had only nineteen members, and they worked fifty-seven hours for £2 5s. per week. (561, 132, 824, 163)
divider (834, 1085, 1097, 1086)
section-heading: VOTING POWER. (102, 434, 191, 446)
paragraph: The deletion was moved of Clause 46, which provides that twenty-five shall form a union of workers instead of seven, and seven a union of employers instead of two. (561, 558, 824, 589)
paragraph: The bank balance to the credit of the District Fund Account was set down at £559 18s. 6d.; and of the Improvements Loan Account at £1372 18s. 9d. (1652, 197, 1915, 228)
table-cell: 3 (1091, 528, 1095, 538)
table-cell: 142 (963, 528, 976, 538)
paragraph: The Mayor referred to the recent alarmist rumours as to falling land values in the city and suburbs. Although they might be amusing to all concerned, the owners of property within the borough were quite satisfied that property values were fully maintained. (1652, 294, 1915, 335)
table-header: 1906-7 (940, 496, 977, 507)
paragraph: The approval of Clause 47, which deals with the voting power of unions (one vote for fifty members), was moved. (561, 743, 824, 764)
article-headline: AT THE QUEEN'S STATUE. (834, 779, 1097, 803)
article-headline: THE GOLF MEETING. (1652, 628, 1915, 652)
section-heading: CLUBS' ADMINISTRATION. (1168, 942, 1308, 953)
table-cell: 4 (1091, 570, 1095, 580)
paragraph: Mr. G. R. Whiting (Canterbury) said that there were sixty-two unions in the Dominion which would have to close if this became law. (15, 1151, 278, 1171)
paragraph: A Delegate: Not an oversight. This is what the Tories have been asking for. (15, 955, 278, 975)
article-headline: LABOUR AND "THE TRADE." (834, 1090, 1097, 1114)
table-cell: 217 (1000, 549, 1013, 559)
divider (112, 118, 182, 119)
table-row (834, 580, 1097, 590)
paragraph: Clause 49, which provides that a worker who agrees to work at less than the award rate shall not be allowed to take proceedings to recover the difference after three months has elapsed, was next considered. (561, 895, 824, 925)
table-header: 1907-8 (978, 496, 1015, 507)
paragraph: Mr. Herries said in the case of one of the smaller clubs it was difficult to persuade the people to patronise the totalisator, because the small fields at those meetings only admitted of dividends being paid on the first horse, and the bookmakers consequently got most of the business. (1107, 1112, 1369, 1164)
article-subheadline: ARBITRATION BILL DISAPPROVED (47, 101, 247, 114)
paragraph: During the past season we have watched, with anxiety, the results of an innovation forced upon the managers of our race meetings in spite of unceded protests. Members of this Conference are, with certain exceptions, many fruits of their patient policy in the improvement of the turf propelled by one hasty stroke of the Legislative pen. (834, 640, 1097, 692)
paragraph: Mr. R. Carter said that this covered the case of Mr. Dixon, of Drury. If the clause was put into operation, an incompetent worker could agree to work at less than the award, and if three months elapsed, the union would have no claim or authority. (288, 73, 551, 115)
section-heading: THE "SLOOP" SCARE. (1726, 234, 1841, 245)
paragraph: an individual that had not long ago been under the bann of a disqualification for life. Perhaps that disqualification was now removed, but the position of starter was such an important one that the club appeared to be establishing a bad precedent in the appointment they had made. (1107, 73, 1369, 125)
paragraph: less than two years. Mr. G. Hunter said it was apparent that persons who took part in these meetings relied on the good nature of clubs to remove their disqualification after a brief period. His club had made a rule of not removing these disqualifications under two years. The Conference, however, voted against his motion. (1379, 173, 1642, 225)
poem-line: To keep the home together, (1387, 1157, 1484, 1167)
column-rule (556, 73, 557, 1932)
paragraph: The annual conference of the New Zealand Trades and Labour Council was continued at the Town Hall yesterday, Mr. J. Thorn occupying the chair. (288, 446, 551, 476)
paragraph: The annual conference of the New Zealand Trades and Labour Council was continued at the Town Hall yesterday, Mr. J. Thorn occupying the chair. (561, 304, 824, 335)
paragraph: Mr. A. Hart did not think that a union of seven members should have the same voting power as a union of fifty. (288, 703, 551, 723)
paragraph: The Harbour Board met yesterday, when there were present Mr. T. M. Wilford (chairman), Hons. T. W. Hislop and T. Kennedy Macdonald, Messrs. F. H. Fraser, C. Jones, R. Fletcher, F. G. Bolton, M. Cohen, and M'Ewan. (1379, 910, 1642, 951)
section-heading: ALTERATIONS TO RULES. (898, 120, 1033, 131)
paragraph: It was decided that Centre Street Extension be taken over by the borough. (1652, 597, 1915, 617)
table-cell: 100 (963, 591, 976, 600)
paragraph: In supporting the motion, Mr. R. Breen (Otago) said that only a month ago a union of nine men was formed. He thought that the clause got into the Bill by an oversight. (15, 701, 278, 731)
paragraph: Mr. A. Hart did not think that a union of seven members should have the same voting power as a union of fifty. (15, 473, 278, 494)
paragraph: The difficulty with one of these struggling clubs is in their inability to attract horse-owners. Some of them would be well advised to amalgamate with neighbouring clubs. (834, 605, 1097, 636)
table-cell: 235 (1000, 570, 1013, 580)
table-row (834, 528, 1097, 538)
masthead (15, 12, 1926, 62)
poem-line: She's always working, understand, (1387, 1146, 1513, 1156)
paragraph: The Hon. J. D. Ormond spoke in favour of a mile and a quarter race on each day's programme of every club. He thought such an innovation was not unreasonable; that it was a step in the direction of improving the endurance of the thoroughbred. (1379, 129, 1642, 170)
table-cell: 94 (967, 549, 976, 559)
table-cell: 171 (963, 539, 976, 548)
paragraph: Bank pass books showed the following credit balances:—Current Account, £33,000 17s. 4d.; Improvement Account, £573; Fixed Deposit Account, £20,000. The payments were as follow:—For accounts, sinerest, and wages, £22,045 15s. 9d.; for progress payments on contracts, £3633 6s. 11d.; for salaries for July, £525 5s. 7d.; total, £28,432 8s. 3d. (1379, 532, 1642, 595)
paragraph: "That whereas it is the intention of the Government this session to remodel the constitution of the Harbour Boards throughout the Dominion, the time therefore, being opportune, this Board recommends the Minister in charge of the Bill to consider the desirability of all representatives on Harbour Boards being elected by the people on the basis of the municipal franchise." (1379, 827, 1642, 889)
paragraph: Mr. Henry (Auckland) also opposed the motion, because when his union (Hairdressers) was formed, it had only nineteen members, and they worked fifty-seven hours for £2 5s. per week. (288, 411, 551, 442)
paragraph: Bank pass books showed the following credit balances:—Current Account, £33,000 17s. 4d.; Improvement Account, £573; Fixed Deposit Account, £20,000. The payments were as follow:—For accounts, sinerest, and wages, £22,045 15s. 9d.; for progress payments on contracts, £3633 6s. 11d.; for salaries for July, £525 5s. 7d.; total, £28,432 8s. 3d. (1379, 761, 1642, 823)
paragraph: The annual conference of the New Zealand Trades and Labour Council was continued at the Town Hall yesterday, Mr. J. Thorn occupying the chair. (15, 872, 278, 903)
paragraph: Mr. G. Hunter referred to the great complaint that had been paid to the New Zealand Racing Conference by the English Jockey Club in the appointment of Sir Geo. Clifford as an honorary member of that body. He moved that the Conference convey to the English Jockey Club its appreciation of the honour done. This was seconded and carried. (1107, 393, 1369, 444)
paragraph: Mr. G. Hunter referred to the great complaint that had been paid to the New Zealand Racing Conference by the English Jockey Club in the appointment of Sir Geo. Clifford as an honorary member of that body. He moved that the Conference convey to the English Jockey Club its appreciation of the honour done. This was seconded and carried. (1107, 129, 1369, 180)
article-subheadline: FORTNIGHTLY MEETING. (1710, 121, 1857, 134)
paragraph: Mr. R. Carter said that this covered the case of Mr. Dixon, of Drury. If the clause was put into operation, an incompetent worker could agree to work at less than the award, and if three months elapsed, the union would have no claim or authority. (561, 815, 824, 857)
table-header: Clubs. (834, 496, 940, 507)
section-heading: GENERAL BUSINESS. (1729, 341, 1838, 352)
table-cell: 5 (1091, 560, 1095, 569)
paragraph: Mr. A. Hart did not think that a union of seven members should have the same voting power as a union of fifty. (288, 1084, 551, 1105)
paragraph: At the annual conference of the Licensed Victuallers' Association of New Zealand, now in session at the Oddfellows' Hall, Lambton Quay, the matter of certain references on "the trade" being passed at the Trades and Labour Conference came up for consideration. The strictures were contained in a report which stated "that it was an instruction to the Executive of the Licensed Victuallers' Association to fight the "drink traffic" as an organised labour." (834, 1211, 1097, 1284)
paragraph: In supporting the motion, Mr. R. Breen (Otago) said that only a month ago a union of nine men was formed. He thought that the clause got into the Bill by an oversight. (15, 312, 278, 343)
paragraph: The deletion was moved of Clause 46, which provides that twenty-five shall form a union of workers instead of seven, and seven a union of employers instead of two. (288, 610, 551, 641)
paragraph: The fortnightly meeting of the Miramar Borough Council was held last night, there being present:—The Mayor (Mr. G. J. Crawford), and Councillors Cooper, Brodie, M'Leod, and Bell. (1652, 138, 1915, 169)
table-cell: 226 (1000, 591, 1013, 600)
poem-line: And has Woods' Peppermint Cure on hand (1387, 1167, 1541, 1177)
paragraph: Mr. R. Carter (Wellington) characterised the clause as a deliberate attempt to strangle the unions. (15, 931, 278, 951)
paragraph: A couple of hundred wharf labourers, clerks, and office-boys basked placidly in the genial warmth of yesterday's midday sunshine listening to Comrade Dowdall's views. Behind the orator stood a couple of workers holding a calico streamer on which were displayed columns of figures showing workers' wages, how many children they had, how many rooms they occupied, and what was paid in rent, the sum total of which was, according to the speaker, that 40 per cent. of workers' wages went in rent. (834, 910, 1097, 993)
paragraph: During the past season we have watched, with anxiety, the results of an innovation forced upon the managers of our race meetings in spite of unceded protests. Members of this Conference are, with certain exceptions, many fruits of their patient policy in the improvement of the turf propelled by one hasty stroke of the Legislative pen. (834, 441, 1097, 493)
paragraph: The fortnightly meeting of the Miramar Borough Council was held last night, there being present:—The Mayor (Mr. G. J. Crawford), and Councillors Cooper, Brodie, M'Leod, and Bell. (1652, 380, 1915, 411)
paragraph: It was decided that Centre Street Extension be taken over by the borough. (1652, 356, 1915, 377)
paragraph: The committee appointed to consider the question of race colours (consisting of Sir George Clifford (president), Hon. G. M'Lean, Hon. J. D. Ormond, and Mr. G. Hunter) furnished its report, which recommended inter alia that:—"No colours shall be registered except under the designation of the following colours, or of one of the colours grouped together—White, black, brown (grouped with chocolate), seal brown, and terra cotta, dark blue (grouped with navy blue, peacock blue, royal blue, and Oxford blue), light blue (grouped with sky blue, Cambridge blue, and turquoise), dark green (grouped with olive green, emerald green, apple green, moss green, myrtle green, and sage green), light green (grouped with pea green), red, orange, yellow, purple, pink, grey, violet, and gold." (1107, 755, 1369, 880)
article-headline: RACING CONFERENCE. (834, 73, 1097, 97)
paragraph: Messrs. J. W. Abbott, H. Friedlander, G. Hood-Williams, E. W. Alison, M.P., and Mr. J. E. Goodlocker were appointed the Dates and Permits Committee to consider the fixtures for the ensuing season. Their report will be placed before the Conference to-day. (1107, 631, 1369, 673)
paragraph: On the motion of the President, seconded by Mr. Pyne, it was resolved to amend Part VI. Rule 6, by adding the words "or Official Forfeit List published by the recognised club of any country." (1107, 721, 1369, 752)
